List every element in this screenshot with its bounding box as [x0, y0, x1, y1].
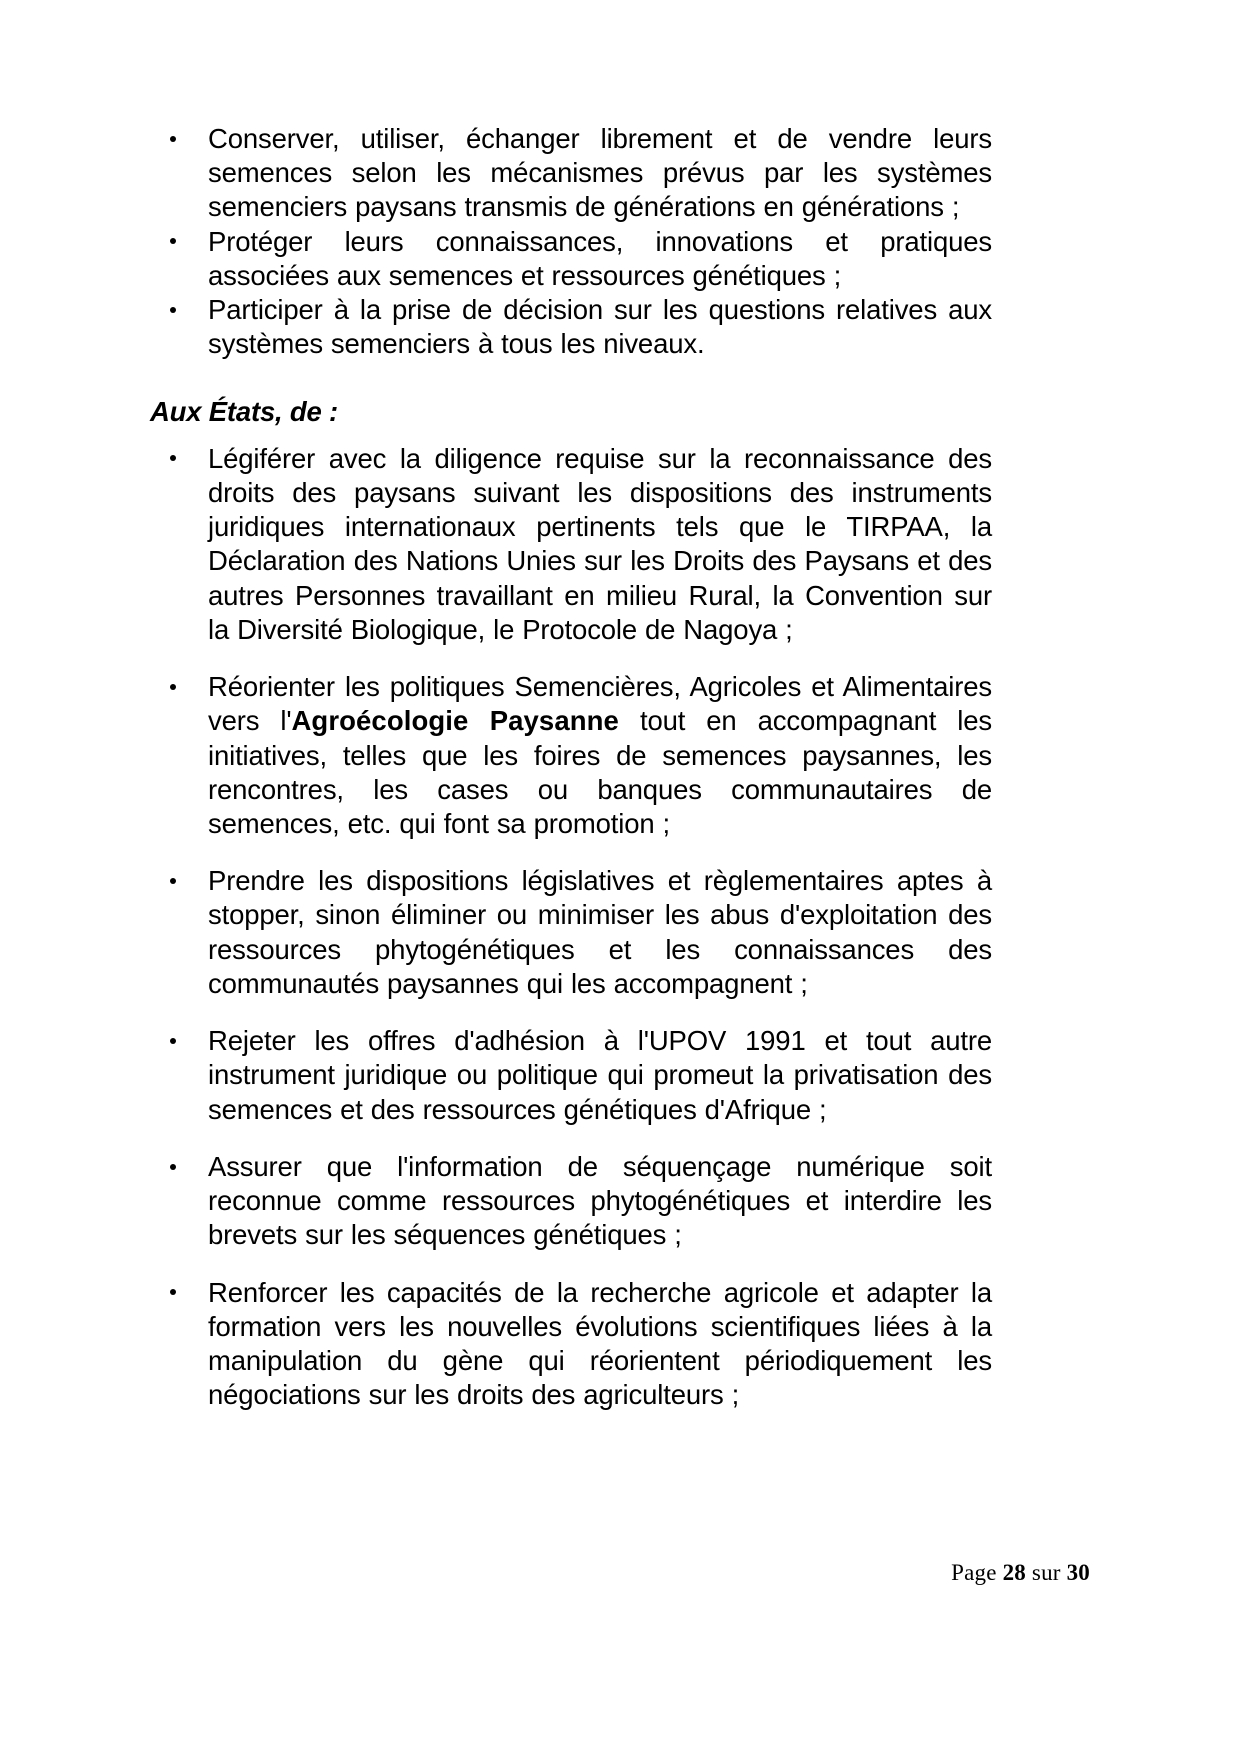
section-heading-aux-etats: Aux États, de : — [150, 395, 339, 427]
emphasis-agroecologie-paysanne: Agroécologie Paysanne — [291, 705, 619, 737]
bullet-dot-icon — [170, 238, 176, 244]
list-item-text: Rejeter les offres d'adhésion à l'UPOV 1991 et tout autre instrument juridique ou politique qui promeut la privatisation des semences et des ressources génétiques d'Afrique ; — [208, 1025, 992, 1125]
list-item-text: Assurer que l'information de séquençage numérique soit reconnue comme ressources phytogénétiques et interdire les brevets sur les séquences génétiques ; — [208, 1150, 992, 1251]
list-item-text-pre: Réorienter les politiques Semencières, Agricoles et Alimentaires vers l' — [208, 671, 992, 737]
bullet-dot-icon — [170, 878, 176, 884]
footer-prefix: Page — [951, 1560, 1003, 1585]
bullet-dot-icon — [170, 1164, 176, 1170]
list-item — [148, 864, 992, 1001]
list-item-text: Renforcer les capacités de la recherche agricole et adapter la formation vers les nouvelles évolutions scientifiques liées à la manipulation du gène qui réorientent périodiquement les négociations sur les droits des agriculteurs ; — [208, 1276, 992, 1411]
bullet-list-states — [148, 442, 992, 1413]
list-item — [148, 225, 992, 293]
list-item-text: Protéger leurs connaissances, innovations et pratiques associées aux semences et ressources génétiques ; — [208, 225, 992, 291]
footer-total-pages: 30 — [1066, 1560, 1090, 1585]
bullet-dot-icon — [170, 1038, 176, 1044]
list-item — [148, 1150, 992, 1253]
bullet-dot-icon — [170, 136, 176, 142]
bullet-dot-icon — [170, 307, 176, 313]
list-item — [148, 670, 992, 841]
list-item-text: Conserver, utiliser, échanger librement et de vendre leurs semences selon les mécanismes prévus par les systèmes semenciers paysans transmis de générations en générations ; — [208, 123, 992, 223]
list-item-text-post: tout en accompagnant les initiatives, telles que les foires de semences paysannes, les rencontres, les cases ou banques communautaires de semences, etc. qui font sa promotion ; — [208, 705, 992, 839]
page-footer — [951, 1560, 1090, 1586]
bullet-list-rights — [148, 122, 992, 362]
list-item — [148, 293, 992, 361]
bullet-dot-icon — [170, 1289, 176, 1295]
list-item — [148, 1276, 992, 1413]
list-item-text — [208, 670, 992, 841]
list-item — [148, 442, 992, 647]
footer-middle: sur — [1025, 1560, 1067, 1585]
list-item — [148, 1024, 992, 1127]
list-item-text: Participer à la prise de décision sur les questions relatives aux systèmes semenciers à tous les niveaux. — [208, 294, 992, 360]
footer-current-page: 28 — [1002, 1560, 1026, 1585]
bullet-dot-icon — [170, 455, 176, 461]
page-content — [148, 122, 992, 1436]
bullet-dot-icon — [170, 684, 176, 690]
list-item — [148, 122, 992, 225]
list-item-text: Prendre les dispositions législatives et règlementaires aptes à stopper, sinon éliminer ou minimiser les abus d'exploitation des ressources phytogénétiques et les connaissances des communautés paysannes qui les accompagnent ; — [208, 865, 992, 999]
list-item-text: Légiférer avec la diligence requise sur la reconnaissance des droits des paysans suivant les dispositions des instruments juridiques internationaux pertinents tels que le TIRPAA, la Déclaration des Nations Unies sur les Droits des Paysans et des autres Personnes travaillant en milieu Rural, la Convention sur la Diversité Biologique, le Protocole de Nagoya ; — [208, 442, 992, 645]
